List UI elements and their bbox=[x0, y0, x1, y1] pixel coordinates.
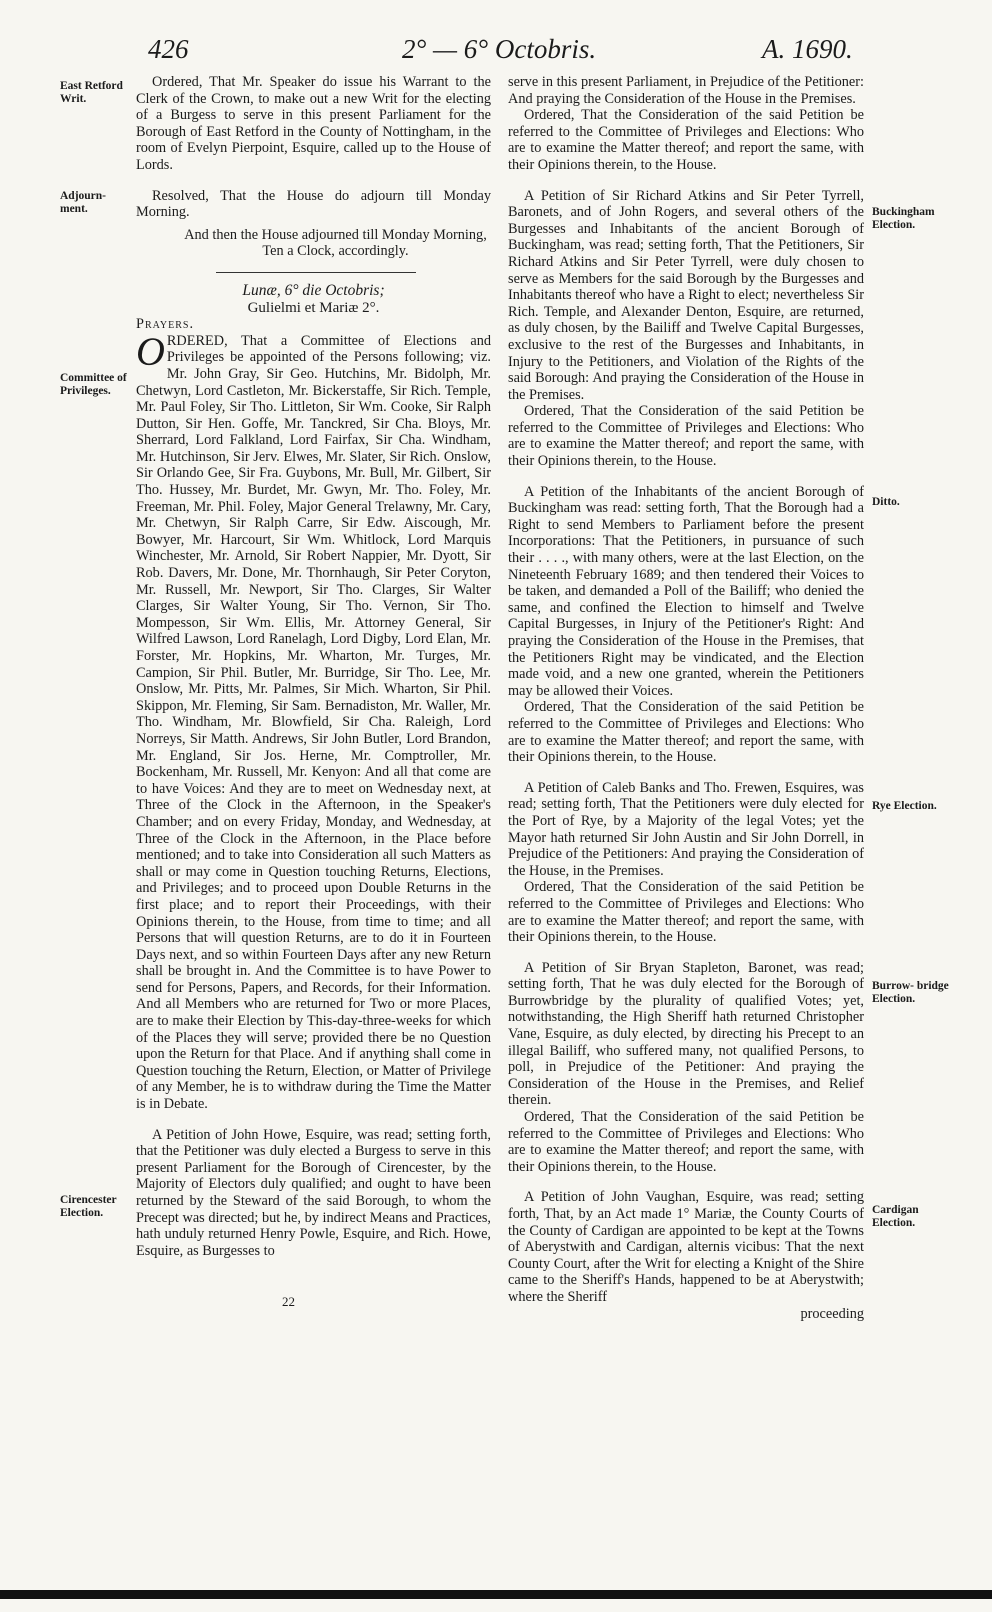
catchword: proceeding bbox=[800, 1305, 864, 1322]
section-divider bbox=[216, 272, 416, 273]
margin-note-buckingham: Buckingham Election. bbox=[872, 206, 935, 231]
right-column bbox=[508, 74, 864, 1322]
drop-cap: O bbox=[136, 328, 165, 374]
committee-order bbox=[136, 328, 491, 1113]
adjournment-resolution: Resolved, That the House do adjourn till Monday Morning. bbox=[136, 187, 491, 221]
sitting-date: Lunæ, 6° die Octobris; bbox=[242, 281, 385, 299]
cardigan-petition: A Petition of John Vaughan, Esquire, was read; setting forth, That, by an Act made 1° Mariæ, the County Courts of the County of Cardigan are appointed to be kept at the Towns of Aberystwith and Cardigan, alternis vicibus: That the next County Court, after the Writ for electing a Knight of the Shire came to the Sheriff's Hands, happened to be at Aberystwith; where the Sheriff bbox=[508, 1189, 864, 1305]
buckingham-petition: A Petition of Sir Richard Atkins and Sir Peter Tyrrell, Baronets, and of John Rogers, and several others of the Burgesses and Inhabitants of the ancient Borough of Buckingham, was read; setting forth, That the Petitioners, Sir Richard Atkins and Sir Peter Tyrrell, were duly chosen to serve as Members for the said Borough by the Burgesses and Inhabitants thereof who have a Right to elect; nevertheless Sir Rich. Temple, and Alexander Denton, Esquire, are returned, as duly chosen, by the Bailiff and Twelve Capital Burgesses, exclusive to the rest of the Burgesses and Inhabitants, in Injury to the Petitioners, and Violation of the Rights of the said Borough: And praying the Consideration of the House in the Premises. bbox=[508, 187, 864, 403]
rye-petition: A Petition of Caleb Banks and Tho. Frewen, Esquires, was read; setting forth, That the Petitioners were duly elected for the Port of Rye, by a Majority of the legal Votes; yet the Mayor hath returned Sir John Austin and Sir John Dorrell, in Prejudice of the Petitioners: And praying the Consideration of the House, in the Premises. bbox=[508, 779, 864, 879]
margin-note-rye: Rye Election. bbox=[872, 800, 937, 812]
margin-note-ditto: Ditto. bbox=[872, 496, 900, 508]
east-retford-order: Ordered, That Mr. Speaker do issue his Warrant to the Clerk of the Crown, to make out a new Writ for the electing of a Burgess to serve in this present Parliament for the Borough of East Retford in the County of Nottingham, in the room of Evelyn Pierpoint, Esquire, called up to the House of Lords. bbox=[136, 74, 491, 173]
margin-note-adjournment: Adjourn- ment. bbox=[60, 190, 107, 215]
buckingham-order: Ordered, That the Consideration of the said Petition be referred to the Committee of Privileges and Elections: Who are to examine the Matter thereof; and report the same, with their Opinions therein, to the House. bbox=[508, 403, 864, 470]
left-column bbox=[136, 74, 491, 1259]
margin-note-cirencester: Cirencester Election. bbox=[60, 1194, 117, 1219]
cirencester-petition-continued: serve in this present Parliament, in Prejudice of the Petitioner: And praying the Consideration of the House in the Premises. bbox=[508, 74, 864, 107]
buckingham-inhabitants-petition: A Petition of the Inhabitants of the ancient Borough of Buckingham was read: setting forth, That the Borough had a Right to send Members to Parliament before the present Incorporations: That the Petitioners, in pursuance of such their . . . ., with many others, were at the last Election, on the Nineteenth February 1689; and then tendered their Voices to be taken, and demanded a Poll of the Bailiff; who denied the same, and confined the Election to himself and Twelve Capital Burgesses, in Injury of the Petitioner's Right: And praying the Consideration of the House in the Premises, that the Petitioners Right may be vindicated, and the Election made void, and a new one granted, wherein the Petitioners may be allowed their Voices. bbox=[508, 483, 864, 699]
page-number: 426 bbox=[148, 34, 189, 64]
cirencester-petition: A Petition of John Howe, Esquire, was read; setting forth, that the Petitioner was duly elected a Burgess to serve in this present Parliament for the Borough of Cirencester, by the Majority of Electors duly qualified; and ought to have been returned by the Steward of the said Borough, to whom the Precept was directed; but he, by indirect Means and Practices, hath unduly returned Henry Powle, Esquire, and Rich. Howe, Esquire, as Burgesses to bbox=[136, 1126, 491, 1259]
burrowbridge-petition: A Petition of Sir Bryan Stapleton, Baronet, was read; setting forth, That he was duly elected for the Borough of Burrowbridge by the plurality of qualified Votes; yet, notwithstanding, the High Sheriff hath returned Christopher Vane, Esquire, as duly elected, by directing his Precept to an illegal Bailiff, who suffered many, not qualified Persons, to poll, in Prejudice of the Petitioner: And praying the Consideration of the House in the Premises, and Relief therein. bbox=[508, 959, 864, 1109]
buckingham-inhabitants-order: Ordered, That the Consideration of the said Petition be referred to the Committee of Privileges and Elections: Who are to examine the Matter thereof; and report the same, with their Opinions therein, to the House. bbox=[508, 699, 864, 766]
header-year: A. 1690. bbox=[762, 34, 853, 64]
margin-note-burrowbridge: Burrow- bridge Election. bbox=[872, 980, 949, 1005]
adjournment-note: And then the House adjourned till Monday Morning, Ten a Clock, accordingly. bbox=[184, 226, 487, 260]
scan-edge-bar bbox=[0, 1590, 992, 1599]
margin-note-east-retford: East Retford Writ. bbox=[60, 80, 123, 105]
margin-note-committee: Committee of Privileges. bbox=[60, 372, 127, 397]
burrowbridge-order: Ordered, That the Consideration of the said Petition be referred to the Committee of Privileges and Elections: Who are to examine the Matter thereof; and report the same, with their Opinions therein, to the House. bbox=[508, 1109, 864, 1175]
regnal-year: Gulielmi et Mariæ 2°. bbox=[247, 299, 380, 316]
committee-order-text: RDERED, That a Committee of Elections and Privileges be appointed of the Persons following; viz. Mr. John Gray, Sir Geo. Hutchins, Mr. Bidolph, Mr. Chetwyn, Lord Castleton, Mr. Bickerstaffe, Sir Rich. Temple, Mr. Paul Foley, Sir Tho. Littleton, Sir Wm. Cooke, Sir Ralph Dutton, Sir Hen. Goffe, Mr. Tanckred, Sir Cha. Bloys, Mr. Sherrard, Lord Falkland, Lord Fairfax, Sir Cha. Windham, Mr. Hutchinson, Sir Jerv. Elwes, Mr. Slater, Sir Rich. Onslow, Sir Orlando Gee, Sir Fra. Guybons, Mr. Bull, Mr. Gilbert, Sir Tho. Hussey, Mr. Burdet, Mr. Gwyn, Mr. Tho. Foley, Mr. Freeman, Mr. Phil. Foley, Major General Trelawny, Mr. Cary, Mr. Chetwyn, Sir Ralph Carre, Sir Edw. Aiscough, Mr. Bowyer, Mr. Harcourt, Sir Wm. Whitlock, Lord Marquis Winchester, Mr. Arnold, Sir Robert Nappier, Mr. Dyott, Sir Rob. Davers, Mr. Done, Mr. Thornhaugh, Sir Peter Coryton, Mr. Russell, Mr. Newport, Sir Tho. Clarges, Sir Walter Clarges, Sir Walter Young, Sir Tho. Vernon, Sir Tho. Mompesson, Sir Wm. Ellis, Mr. Attorney General, Sir Wilfred Lawson, Lord Ranelagh, Lord Digby, Lord Elan, Mr. Forster, Mr. Hopkins, Mr. Wharton, Mr. Turges, Mr. Campion, Sir Phil. Butler, Mr. Burridge, Sir Tho. Lee, Mr. Onslow, Mr. Pitts, Mr. Palmes, Sir Mich. Wharton, Sir Phil. Skippon, Mr. Fleming, Sir Sam. Bernadiston, Mr. Waller, Mr. Tho. Windham, Mr. Blowfield, Sir Cha. Raleigh, Lord Norreys, Sir Matth. Andrews, Sir John Butler, Lord Brandon, Mr. England, Sir Jos. Herne, Mr. Comptroller, Mr. Bockenham, Mr. Russell, Mr. Kenyon: And all that come are to have Voices: And they are to meet on Wednesday next, at Three of the Clock in the Afternoon, in the Speaker's Chamber; and on every Friday, Monday, and Wednesday, at Three of the Clock in the Afternoon, in the Place before mentioned; and to take into Consideration all such Matters as shall or may come in Question touching Returns, Elections, and Privileges; and to proceed upon Double Returns in the first place; and to report their Proceedings, with their Opinions therein, to the House, from time to time; and all Persons that will question Returns, are to do it in Fourteen Days next, and so within Fourteen Days after any new Return shall be brought in. And the Committee is to have Power to send for Persons, Papers, and Records, for their Information. And all Members who are returned for Two or more Places, are to make their Election by This-day-three-weeks for which of the Places they will serve; provided there be no Question upon the Return for that Place. And if anything shall come in Question touching the Return, Election, or Matter of Privilege of any Member, he is to withdraw during the Time the Matter is in Debate. bbox=[136, 332, 491, 1113]
signature-folio: 22 bbox=[282, 1294, 295, 1309]
margin-note-cardigan: Cardigan Election. bbox=[872, 1204, 919, 1229]
header-date-range: 2° — 6° Octobris. bbox=[402, 34, 597, 64]
cirencester-order: Ordered, That the Consideration of the said Petition be referred to the Committee of Privileges and Elections: Who are to examine the Matter thereof; and report the same, with their Opinions therein, to the House. bbox=[508, 107, 864, 173]
prayers-heading: Prayers. bbox=[136, 316, 195, 333]
page-header bbox=[0, 30, 992, 70]
rye-order: Ordered, That the Consideration of the said Petition be referred to the Committee of Privileges and Elections: Who are to examine the Matter thereof; and report the same, with their Opinions therein, to the House. bbox=[508, 879, 864, 946]
